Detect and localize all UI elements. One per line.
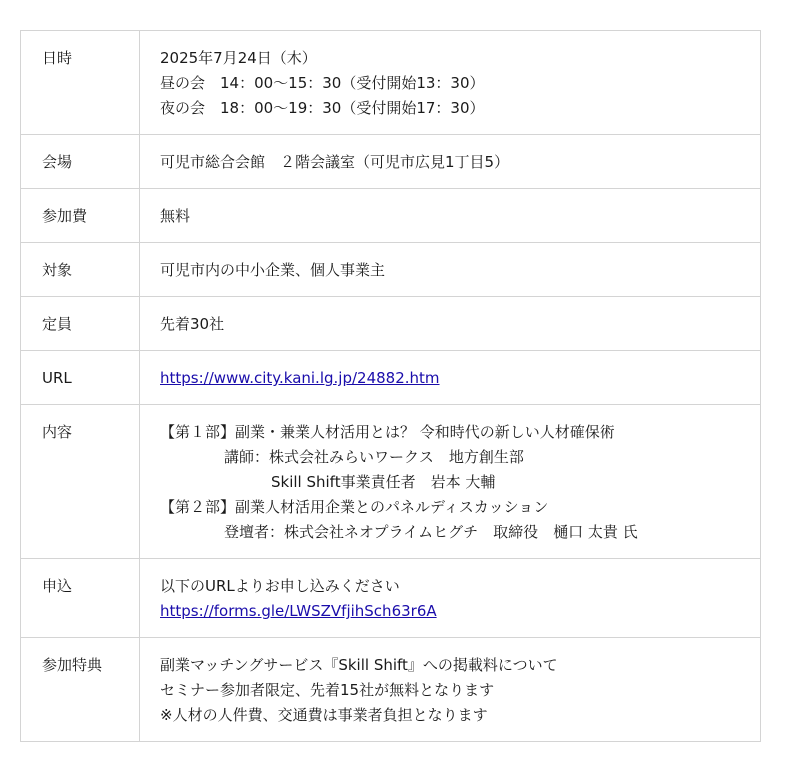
- capacity-text: 先着30社: [160, 315, 225, 333]
- row-label-benefits: 参加特典: [42, 656, 103, 674]
- row-value-cell: [140, 31, 761, 135]
- table-row-url: [21, 351, 761, 405]
- venue-text: 可児市総合会館 ２階会議室（可児市広見1丁目5）: [160, 153, 510, 171]
- row-label-cell: [21, 189, 140, 243]
- row-label-cell: [21, 638, 140, 742]
- row-value-cell: [140, 405, 761, 559]
- row-label-cell: [21, 243, 140, 297]
- row-label-cell: [21, 559, 140, 638]
- row-label-cell: [21, 135, 140, 189]
- part1-speaker-role: Skill Shift事業責任者 岩本 大輔: [271, 473, 496, 491]
- row-label-cell: [21, 31, 140, 135]
- row-label-datetime: 日時: [42, 49, 73, 67]
- row-value-cell: [140, 638, 761, 742]
- row-value-cell: [140, 135, 761, 189]
- benefit-line: セミナー参加者限定、先着15社が無料となります: [160, 681, 495, 699]
- application-text: 以下のURLよりお申し込みください: [160, 577, 400, 595]
- date-text: 2025年7月24日（木）: [160, 49, 317, 67]
- city-page-link[interactable]: https://www.city.kani.lg.jp/24882.htm: [160, 369, 440, 387]
- row-label-capacity: 定員: [42, 315, 73, 333]
- benefit-note: ※人材の人件費、交通費は事業者負担となります: [160, 706, 488, 724]
- table-row-application: [21, 559, 761, 638]
- table-row-datetime: [21, 31, 761, 135]
- table-row-content: [21, 405, 761, 559]
- target-text: 可児市内の中小企業、個人事業主: [160, 261, 386, 279]
- row-label-fee: 参加費: [42, 207, 88, 225]
- row-label-content: 内容: [42, 423, 73, 441]
- row-label-target: 対象: [42, 261, 73, 279]
- part2-panelist: 登壇者：株式会社ネオプライムヒグチ 取締役 樋口 太貴 氏: [224, 523, 638, 541]
- row-label-cell: [21, 351, 140, 405]
- fee-text: 無料: [160, 207, 191, 225]
- row-value-cell: [140, 351, 761, 405]
- day-session-text: 昼の会 14：00〜15：30（受付開始13：30）: [160, 74, 485, 92]
- row-label-cell: [21, 297, 140, 351]
- event-info-table: [20, 30, 761, 742]
- part2-title: 【第２部】副業人材活用企業とのパネルディスカッション: [160, 498, 549, 516]
- row-label-url: URL: [42, 369, 72, 387]
- part1-title: 【第１部】副業・兼業人材活用とは？ 令和時代の新しい人材確保術: [160, 423, 615, 441]
- row-value-cell: [140, 297, 761, 351]
- table-row-venue: [21, 135, 761, 189]
- row-label-application: 申込: [42, 577, 73, 595]
- table-row-fee: [21, 189, 761, 243]
- night-session-text: 夜の会 18：00〜19：30（受付開始17：30）: [160, 99, 485, 117]
- benefit-line: 副業マッチングサービス『Skill Shift』への掲載料について: [160, 656, 558, 674]
- application-form-link[interactable]: https://forms.gle/LWSZVfjihSch63r6A: [160, 602, 437, 620]
- row-value-cell: [140, 559, 761, 638]
- table-row-capacity: [21, 297, 761, 351]
- row-value-cell: [140, 189, 761, 243]
- row-label-venue: 会場: [42, 153, 73, 171]
- part1-speaker: 講師：株式会社みらいワークス 地方創生部: [224, 448, 524, 466]
- row-value-cell: [140, 243, 761, 297]
- row-label-cell: [21, 405, 140, 559]
- table-row-benefits: [21, 638, 761, 742]
- table-row-target: [21, 243, 761, 297]
